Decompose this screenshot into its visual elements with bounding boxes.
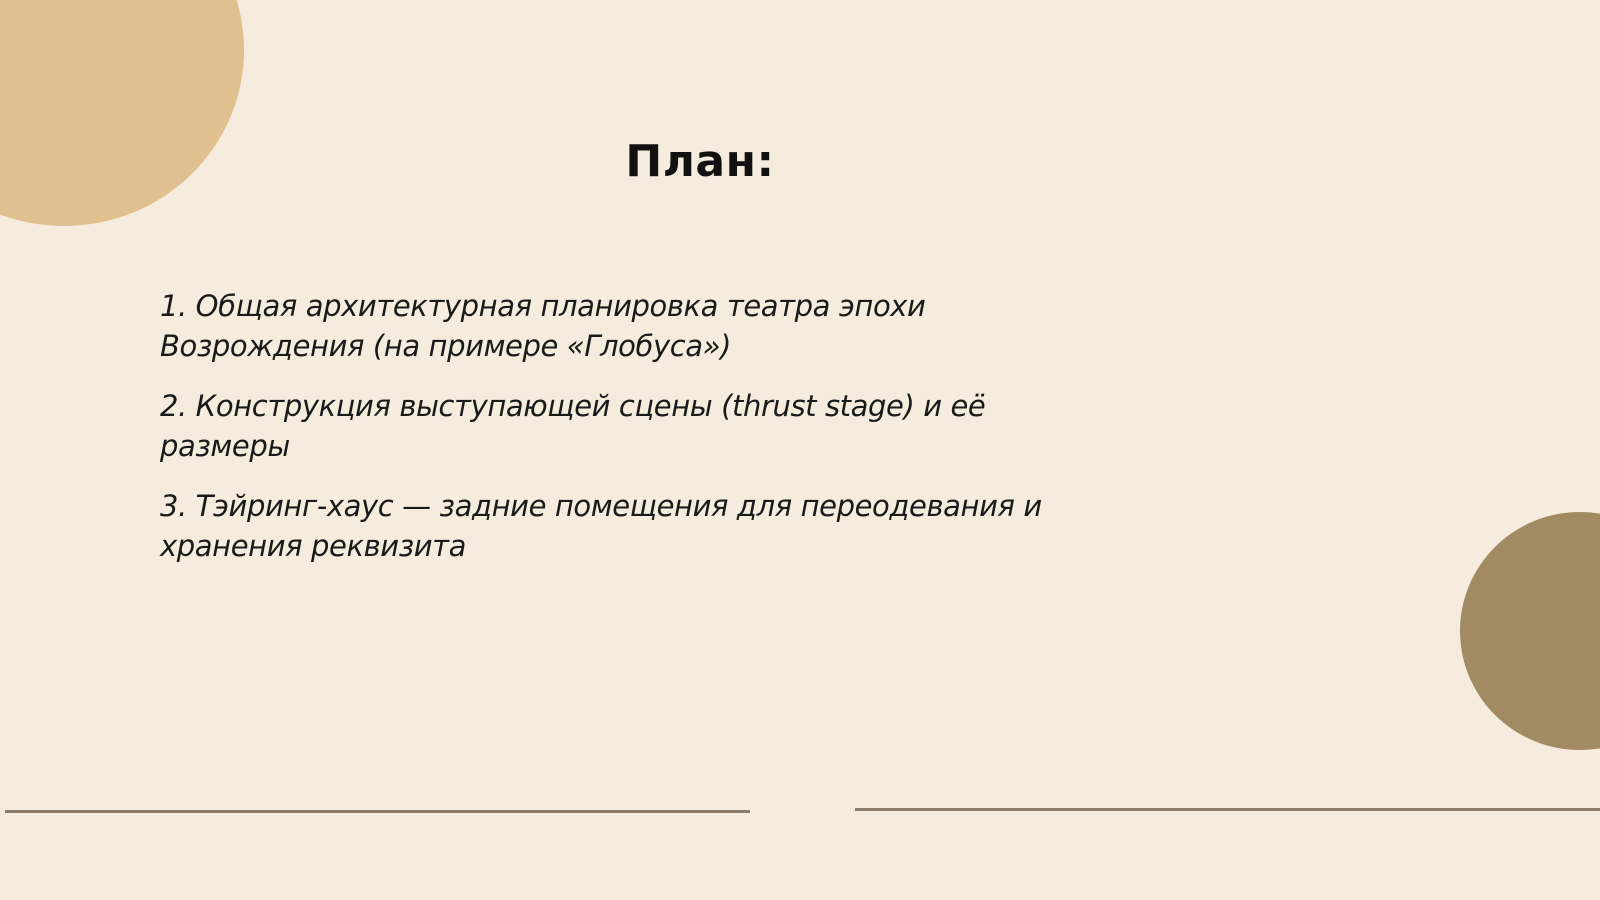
decorative-circle-right xyxy=(1460,512,1600,750)
plan-item-2: 2. Конструкция выступающей сцены (thrust stage) и её размеры xyxy=(160,389,986,463)
divider-line-left xyxy=(5,810,750,813)
divider-line-right xyxy=(855,808,1600,811)
plan-item-3: 3. Тэйринг-хаус — задние помещения для переодевания и хранения реквизита xyxy=(160,489,1042,563)
decorative-circle-top-left xyxy=(0,0,244,226)
plan-list xyxy=(160,286,1090,586)
plan-item-1: 1. Общая архитектурная планировка театра эпохи Возрождения (на примере «Глобуса») xyxy=(160,289,926,363)
slide-title: План: xyxy=(625,136,775,187)
